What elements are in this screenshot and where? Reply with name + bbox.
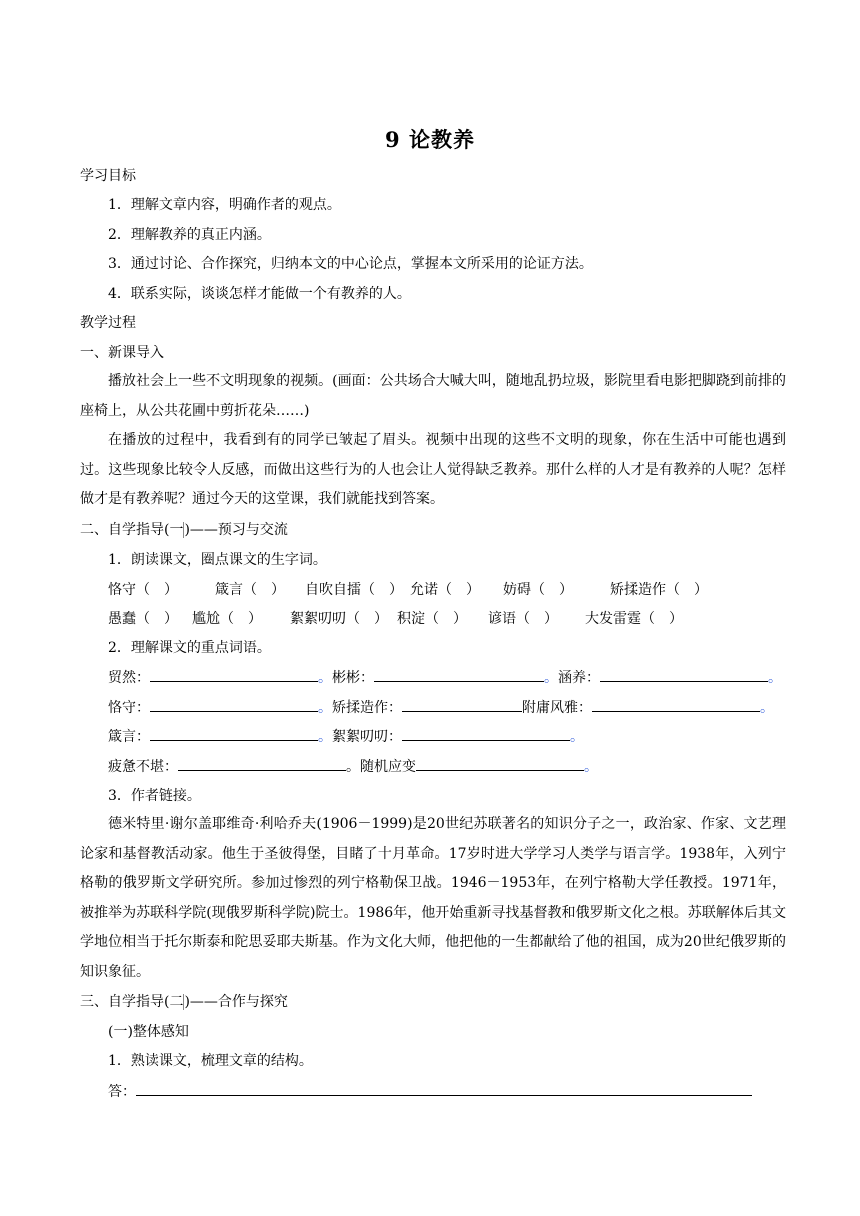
vocab-item: 愚蠢（ ） (108, 611, 178, 627)
goal-item: 4．联系实际，谈谈怎样才能做一个有教养的人。 (108, 286, 411, 302)
goal-item: 3．通过讨论、合作探究，归纳本文的中心论点，掌握本文所采用的论证方法。 (108, 256, 593, 272)
vocab-item: 妨碍（ ） (503, 582, 573, 598)
fill-blank[interactable] (416, 756, 584, 771)
vocab-item: 自吹自擂（ ） (305, 582, 403, 598)
fill-blank[interactable] (600, 667, 768, 682)
page-title: 9 论教养 (385, 127, 475, 152)
part1-heading: 一、新课导入 (80, 345, 164, 361)
intro-paragraph: 在播放的过程中，我看到有的同学已皱起了眉头。视频中出现的这些不文明的现象，你在生活中可能也遇到过。这些现象比较令人反感，而做出这些行为的人也会让人觉得缺乏教养。那什么样的人才是有教养的人呢？怎样做才是有教养呢？通过今天的这堂课，我们就能找到答案。 (80, 432, 786, 507)
goals-heading: 学习目标 (80, 168, 136, 184)
fill-blank[interactable] (402, 726, 570, 741)
vocab-item: 允诺（ ） (410, 582, 480, 598)
vocab-item: 谚语（ ） (488, 611, 558, 627)
intro-paragraph: 播放社会上一些不文明现象的视频。(画面：公共场合大喊大叫，随地乱扔垃圾，影院里看电影把脚跷到前排的座椅上，从公共花圃中剪折花朵……) (80, 373, 786, 419)
fill-blank[interactable] (150, 726, 318, 741)
vocab-item: 尴尬（ ） (192, 611, 262, 627)
fill-blank[interactable] (374, 667, 544, 682)
fill-blank[interactable] (150, 697, 318, 712)
fill-blank[interactable] (150, 667, 318, 682)
task-4: 1．熟读课文，梳理文章的结构。 (108, 1053, 313, 1069)
part3-heading: 三、自学指导(二)——合作与探究 (80, 994, 288, 1010)
vocab-item: 积淀（ ） (397, 611, 467, 627)
answer-row: 答： (108, 1081, 752, 1102)
term-row: 疲惫不堪： 。随机应变 。 (108, 756, 598, 777)
subsection-heading: (一)整体感知 (108, 1024, 189, 1040)
vocab-item: 恪守（ ） (108, 582, 178, 598)
term-row: 箴言： 。絮絮叨叨： 。 (108, 726, 584, 747)
part2-heading: 二、自学指导(一)——预习与交流 (80, 522, 288, 538)
vocab-item: 箴言（ ） (215, 582, 285, 598)
goal-item: 1．理解文章内容，明确作者的观点。 (108, 197, 341, 213)
answer-blank[interactable] (136, 1081, 752, 1096)
fill-blank[interactable] (592, 697, 760, 712)
vocab-item: 絮絮叨叨（ ） (290, 611, 388, 627)
fill-blank[interactable] (178, 756, 346, 771)
goal-item: 2．理解教养的真正内涵。 (108, 227, 271, 243)
vocab-item: 大发雷霆（ ） (585, 611, 683, 627)
task-3: 3．作者链接。 (108, 788, 201, 804)
author-paragraph: 德米特里·谢尔盖耶维奇·利哈乔夫(1906－1999)是20世纪苏联著名的知识分子之一，政治家、作家、文艺理论家和基督教活动家。他生于圣彼得堡，目睹了十月革命。17岁时进大学学习人类学与语言学。1938年，入列宁格勒的俄罗斯文学研究所。参加过惨烈的列宁格勒保卫战。1946－1953年，在列宁格勒大学任教授。1971年，被推举为苏联科学院(现俄罗斯科学院)院士。1986年，他开始重新寻找基督教和俄罗斯文化之根。苏联解体后其文学地位相当于托尔斯泰和陀思妥耶夫斯基。作为文化大师，他把他的一生都献给了他的祖国，成为20世纪俄罗斯的知识象征。 (80, 816, 786, 980)
term-row: 恪守： 。矫揉造作： 附庸风雅： 。 (108, 697, 774, 718)
fill-blank[interactable] (402, 697, 522, 712)
term-row: 贸然： 。彬彬： 。涵养： 。 (108, 667, 782, 688)
task-2: 2．理解课文的重点词语。 (108, 640, 271, 656)
process-heading: 教学过程 (80, 315, 136, 331)
vocab-item: 矫揉造作（ ） (610, 582, 708, 598)
task-1: 1．朗读课文，圈点课文的生字词。 (108, 552, 327, 568)
